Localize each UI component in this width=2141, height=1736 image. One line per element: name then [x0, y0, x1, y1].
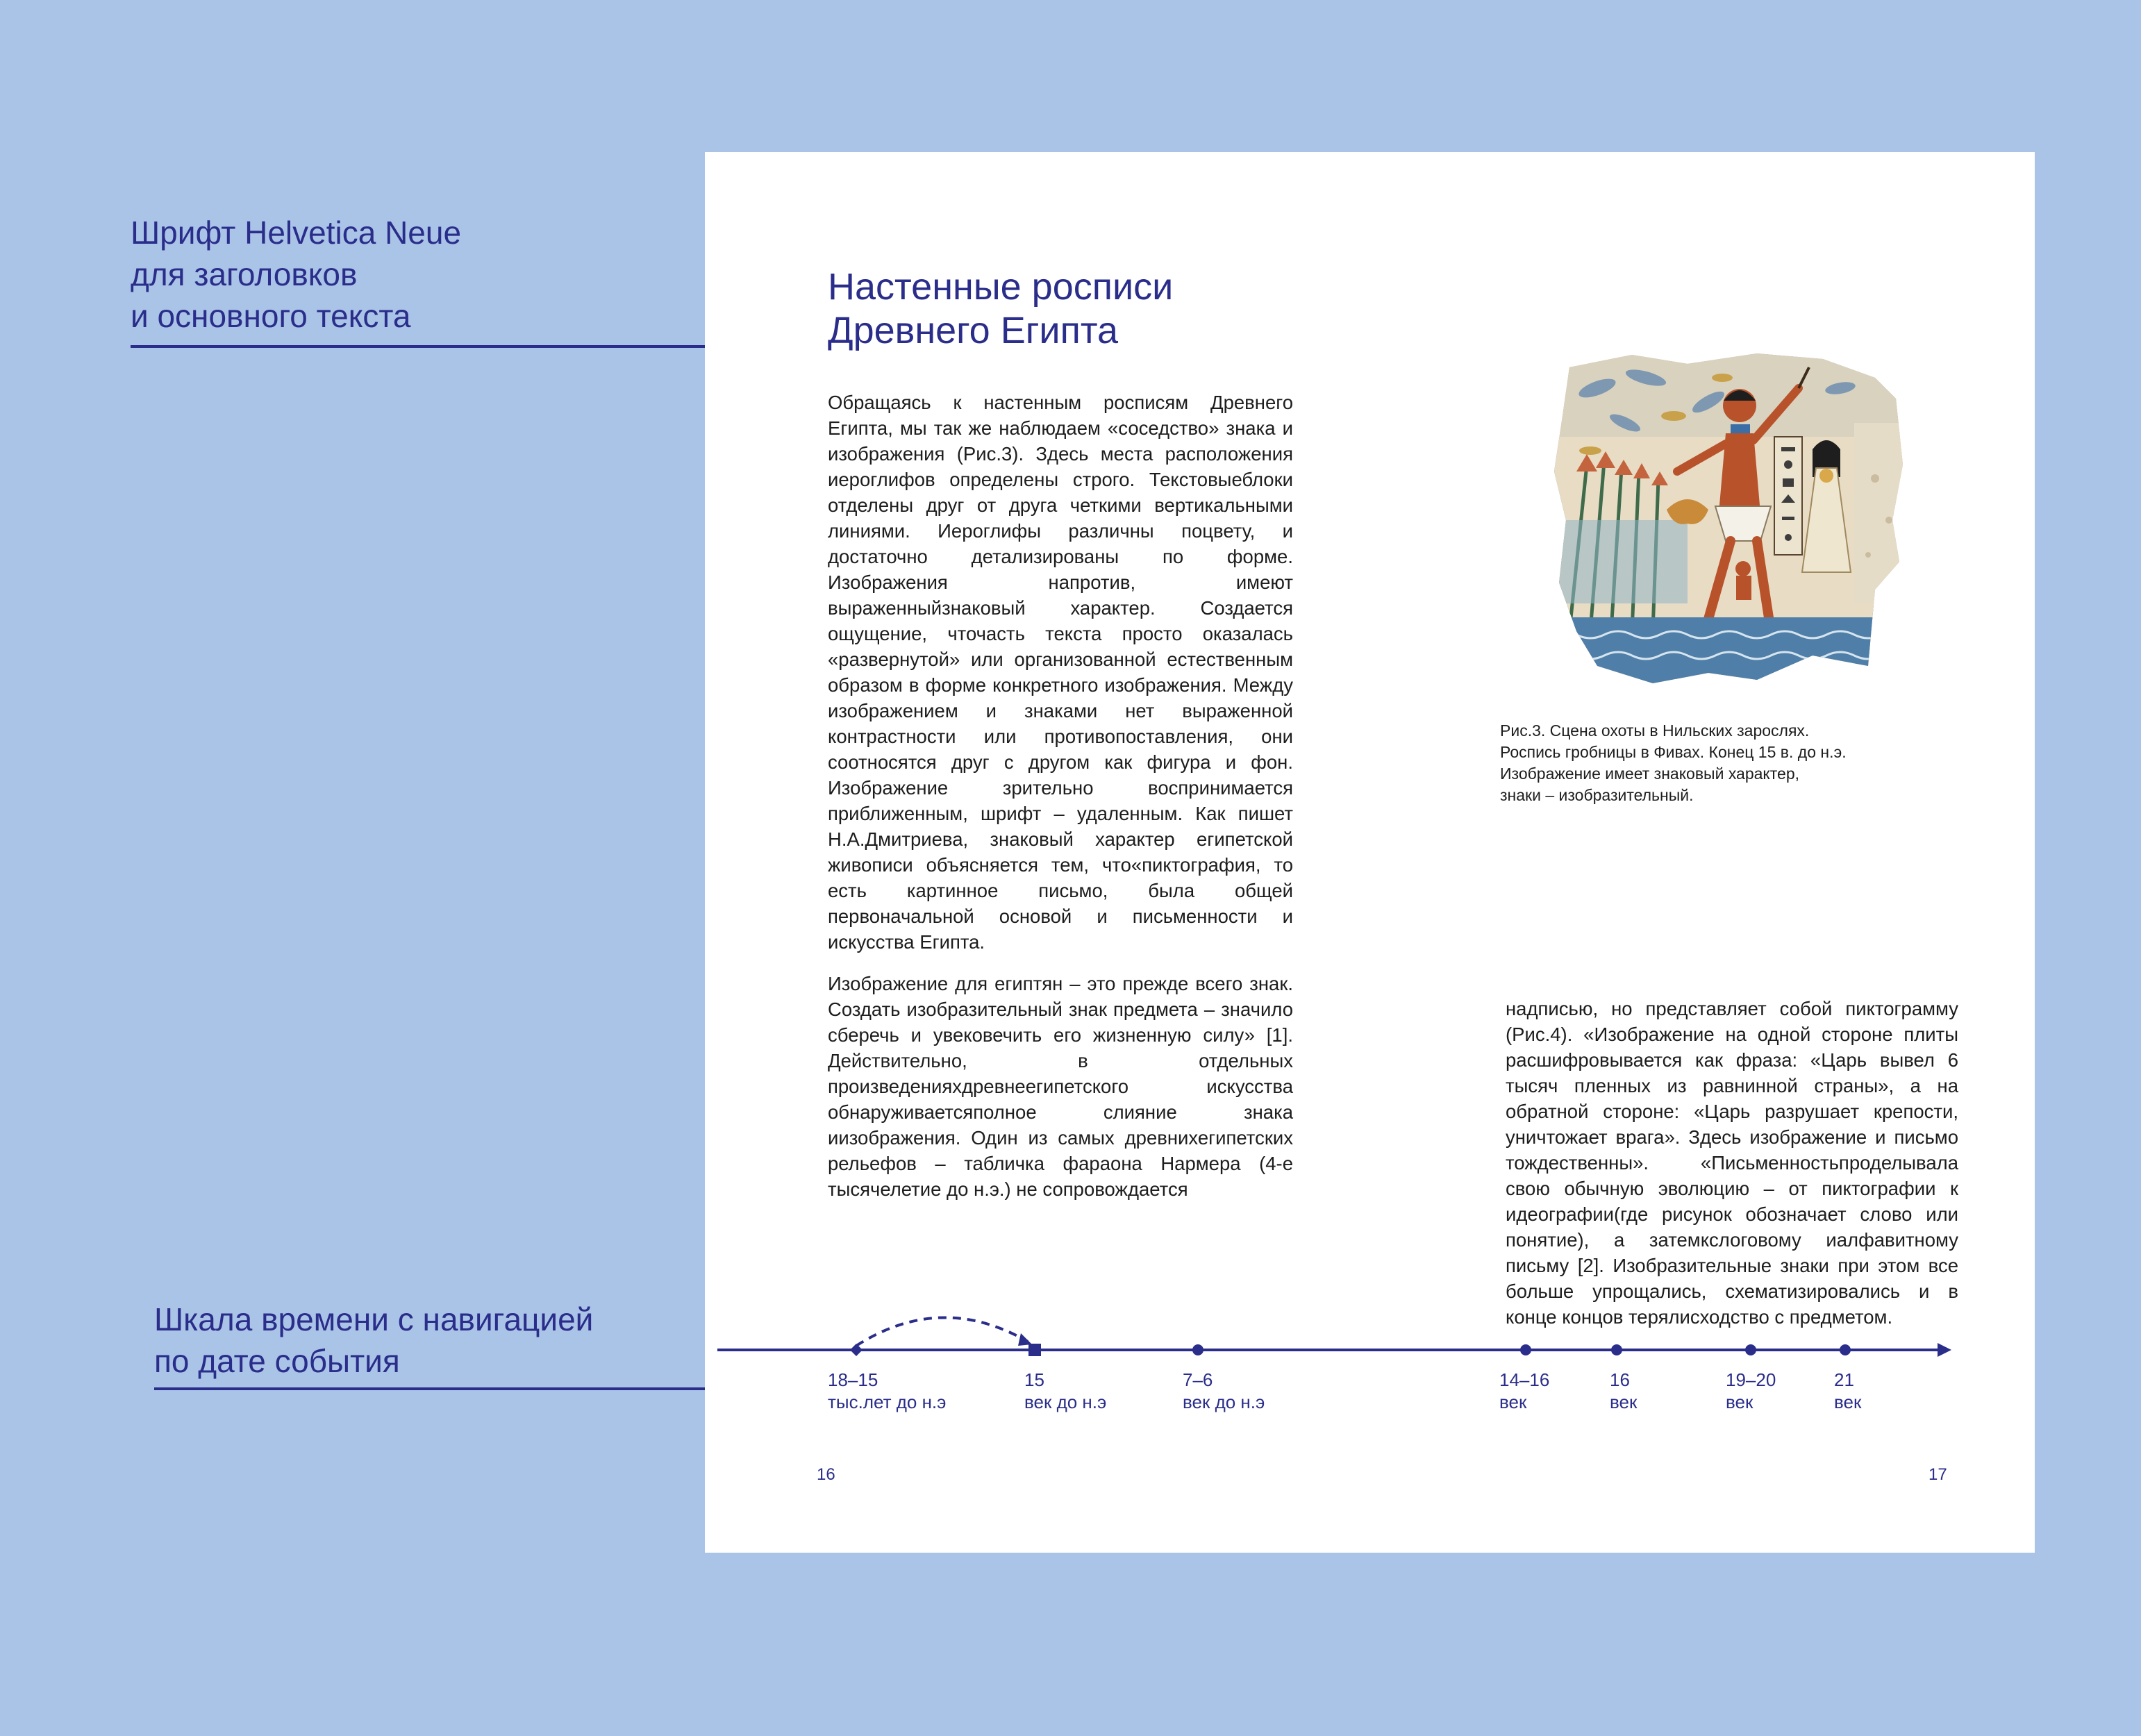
timeline-point-14-16c[interactable] [1499, 1369, 1549, 1413]
timeline-annotation: Шкала времени с навигацией по дате события [154, 1301, 594, 1379]
font-annotation: Шрифт Helvetica Neue для заголовков и основного текста [131, 215, 462, 334]
timeline-point-date: 15 [1024, 1369, 1044, 1390]
fresco-illustration [1549, 340, 1910, 687]
figure-caption: Рис.3. Сцена охоты в Нильских зарослях. Роспись гробницы в Фивах. Конец 15 в. до н.э. Изображение имеет знаковый характер, знаки – изобразительный. [1500, 721, 1847, 804]
timeline-point-date: 7–6 [1183, 1369, 1213, 1390]
page-number-right: 17 [1928, 1465, 1947, 1484]
timeline-point-unit: век [1499, 1392, 1527, 1412]
left-text-column [828, 390, 1293, 1218]
right-paragraph-1: надписью, но представляет собой пиктограмму (Рис.4). «Изображение на одной стороне плиты расшифровывается как фраза: «Царь вывел 6 тысяч пленных из равнинной страны», а на обратной стороне: «Царь разрушает крепости, уничтожает врага». Здесь изображение и письмо тождественны». «Письменностьпроделывала свою обычную эволюцию – от пиктографии к идеографии(где рисунок обозначает слово или понятие), а затемкслоговому иалфавитному письму [2]. Изобразительные знаки при этом все больше упрощались, схематизировались и в конце концов терялисходство с предметом. [1506, 998, 1958, 1328]
timeline-point-19-20c[interactable] [1726, 1369, 1776, 1413]
timeline-point-date: 16 [1610, 1369, 1630, 1390]
timeline-point-unit: век [1726, 1392, 1753, 1412]
timeline-point-unit: век до н.э [1024, 1392, 1107, 1412]
article-title: Настенные росписи Древнего Египта [828, 266, 1174, 351]
book-spread [705, 152, 2035, 1553]
timeline-point-date: 21 [1834, 1369, 1854, 1390]
timeline-point-date: 19–20 [1726, 1369, 1776, 1390]
timeline-point-unit: век до н.э [1183, 1392, 1265, 1412]
font-annotation-leader-line [131, 345, 785, 348]
timeline-point-21c[interactable] [1834, 1369, 1861, 1413]
timeline-point-16c[interactable] [1610, 1369, 1637, 1413]
timeline-point-unit: век [1834, 1392, 1862, 1412]
timeline-annotation-leader-line [154, 1387, 761, 1390]
timeline-point-18-15k-bc[interactable] [828, 1369, 946, 1413]
page-number-left: 16 [817, 1465, 835, 1484]
right-text-column [1506, 996, 1958, 1346]
left-paragraph-2: Изображение для египтян – это прежде всего знак. Создать изобразительный знак предмета – значило сберечь и увековечить его жизненную силу» [1]. Действительно, в отдельных произведенияхдревнеегипетского искусства обнаруживаетсяполное слияние знака иизображения. Один из самых древнихегипетских рельефов – табличка фараона Нармера (4-е тысячелетие до н.э.) не сопровождается [828, 973, 1293, 1200]
timeline-point-date: 18–15 [828, 1369, 878, 1390]
timeline-point-7-6c-bc[interactable] [1183, 1369, 1265, 1413]
left-paragraph-1: Обращаясь к настенным росписям Древнего Египта, мы так же наблюдаем «соседство» знака и изображения (Рис.3). Здесь места расположения иероглифов определены строго. Текстовыеблоки отделены друг от друга четкими вертикальными линиями. Иероглифы различны поцвету, и достаточно детализированы по форме. Изображения напротив, имеют выраженныйзнаковый характер. Создается ощущение, чточасть текста просто оказалась «развернутой» или организованной естественным образом в форме конкретного изображения. Между изображением и знаками нет выраженной контрастности или противопоставления, они соотносятся друг с другом как фигура и фон. Изображение зрительно воспринимается приближенным, шрифт – удаленным. Как пишет Н.А.Дмитриева, знаковый характер египетской живописи объясняется тем, что«пиктография, то есть картинное письмо, была общей первоначальной основой и письменности и искусства Египта. [828, 392, 1293, 953]
timeline-point-unit: тыс.лет до н.э [828, 1392, 947, 1412]
timeline-point-date: 14–16 [1499, 1369, 1550, 1390]
timeline-point-unit: век [1610, 1392, 1638, 1412]
timeline-point-15c-bc[interactable] [1024, 1369, 1106, 1413]
egyptian-fresco-image [1549, 340, 1910, 687]
